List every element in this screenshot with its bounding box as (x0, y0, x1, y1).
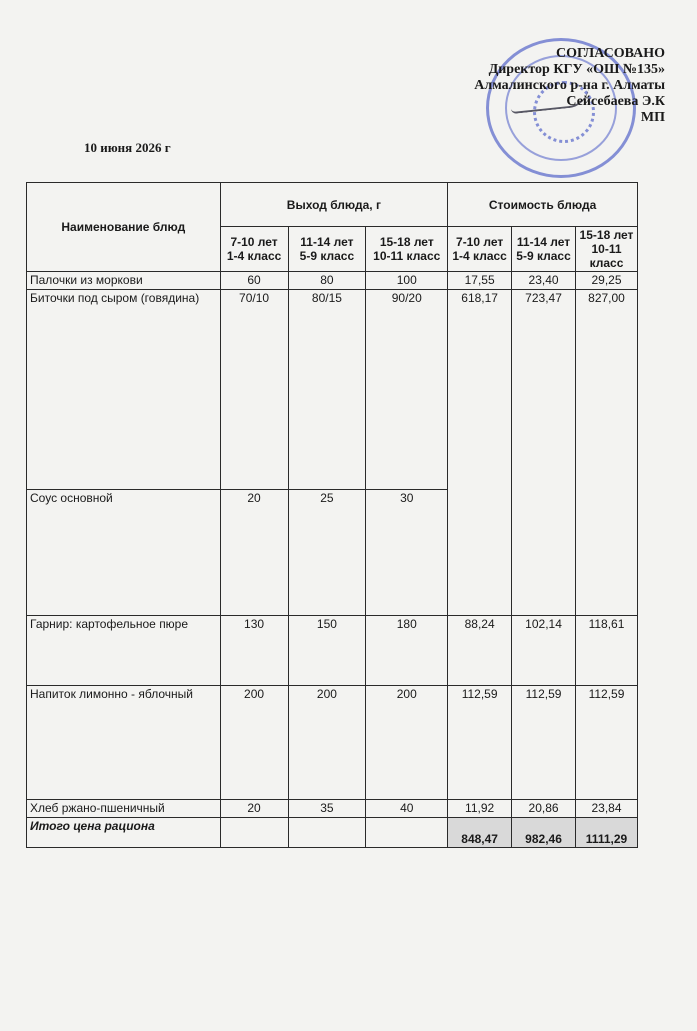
dish-name: Биточки под сыром (говядина) (27, 290, 221, 490)
total-cost-cell: 848,47 (448, 818, 512, 848)
header-age-group: 7-10 лет 1-4 класс (448, 227, 512, 272)
table-row (27, 800, 638, 818)
header-cost: Стоимость блюда (448, 183, 638, 227)
total-cost-cell: 1111,29 (575, 818, 637, 848)
dish-name: Соус основной (27, 490, 221, 616)
dish-name: Хлеб ржано-пшеничный (27, 800, 221, 818)
approval-block (435, 46, 665, 126)
cost-cell: 618,17 (448, 290, 512, 616)
cost-cell: 17,55 (448, 272, 512, 290)
dish-name: Гарнир: картофельное пюре (27, 616, 221, 686)
total-cost-cell: 982,46 (512, 818, 576, 848)
table-row (27, 616, 638, 686)
total-label: Итого цена рациона (27, 818, 221, 848)
header-age-group: 15-18 лет 10-11 класс (575, 227, 637, 272)
cost-cell: 29,25 (575, 272, 637, 290)
table-row (27, 290, 638, 490)
yield-cell: 80/15 (288, 290, 366, 490)
empty-cell (288, 818, 366, 848)
header-age-group: 15-18 лет 10-11 класс (366, 227, 448, 272)
cost-cell: 20,86 (512, 800, 576, 818)
empty-cell (220, 818, 288, 848)
total-row (27, 818, 638, 848)
yield-cell: 20 (220, 490, 288, 616)
yield-cell: 70/10 (220, 290, 288, 490)
approval-director: Директор КГУ «ОШ №135» (488, 62, 665, 77)
cost-cell: 112,59 (575, 686, 637, 800)
dish-name: Палочки из моркови (27, 272, 221, 290)
table-row (27, 686, 638, 800)
cost-cell: 118,61 (575, 616, 637, 686)
document-date: 10 июня 2026 г (84, 140, 171, 155)
yield-cell: 60 (220, 272, 288, 290)
cost-cell: 88,24 (448, 616, 512, 686)
cost-cell: 112,59 (512, 686, 576, 800)
menu-table (26, 182, 638, 848)
yield-cell: 130 (220, 616, 288, 686)
header-dish-name: Наименование блюд (27, 183, 221, 272)
cost-cell: 827,00 (575, 290, 637, 616)
approval-person: Сейсебаева Э.К (566, 94, 665, 109)
cost-cell: 11,92 (448, 800, 512, 818)
yield-cell: 40 (366, 800, 448, 818)
header-age-group: 11-14 лет 5-9 класс (288, 227, 366, 272)
approval-seal-mark: МП (640, 110, 665, 125)
yield-cell: 100 (366, 272, 448, 290)
yield-cell: 30 (366, 490, 448, 616)
header-age-group: 11-14 лет 5-9 класс (512, 227, 576, 272)
dish-name: Напиток лимонно - яблочный (27, 686, 221, 800)
cost-cell: 23,84 (575, 800, 637, 818)
cost-cell: 112,59 (448, 686, 512, 800)
cost-cell: 102,14 (512, 616, 576, 686)
yield-cell: 200 (366, 686, 448, 800)
yield-cell: 35 (288, 800, 366, 818)
header-row (27, 183, 638, 227)
yield-cell: 200 (220, 686, 288, 800)
approval-district: Алмалинского р-на г. Алматы (474, 78, 665, 93)
yield-cell: 200 (288, 686, 366, 800)
empty-cell (366, 818, 448, 848)
approval-title: СОГЛАСОВАНО (556, 46, 665, 61)
cost-cell: 23,40 (512, 272, 576, 290)
yield-cell: 20 (220, 800, 288, 818)
header-age-group: 7-10 лет 1-4 класс (220, 227, 288, 272)
yield-cell: 90/20 (366, 290, 448, 490)
table-row (27, 272, 638, 290)
yield-cell: 80 (288, 272, 366, 290)
header-yield: Выход блюда, г (220, 183, 448, 227)
yield-cell: 180 (366, 616, 448, 686)
yield-cell: 25 (288, 490, 366, 616)
cost-cell: 723,47 (512, 290, 576, 616)
yield-cell: 150 (288, 616, 366, 686)
